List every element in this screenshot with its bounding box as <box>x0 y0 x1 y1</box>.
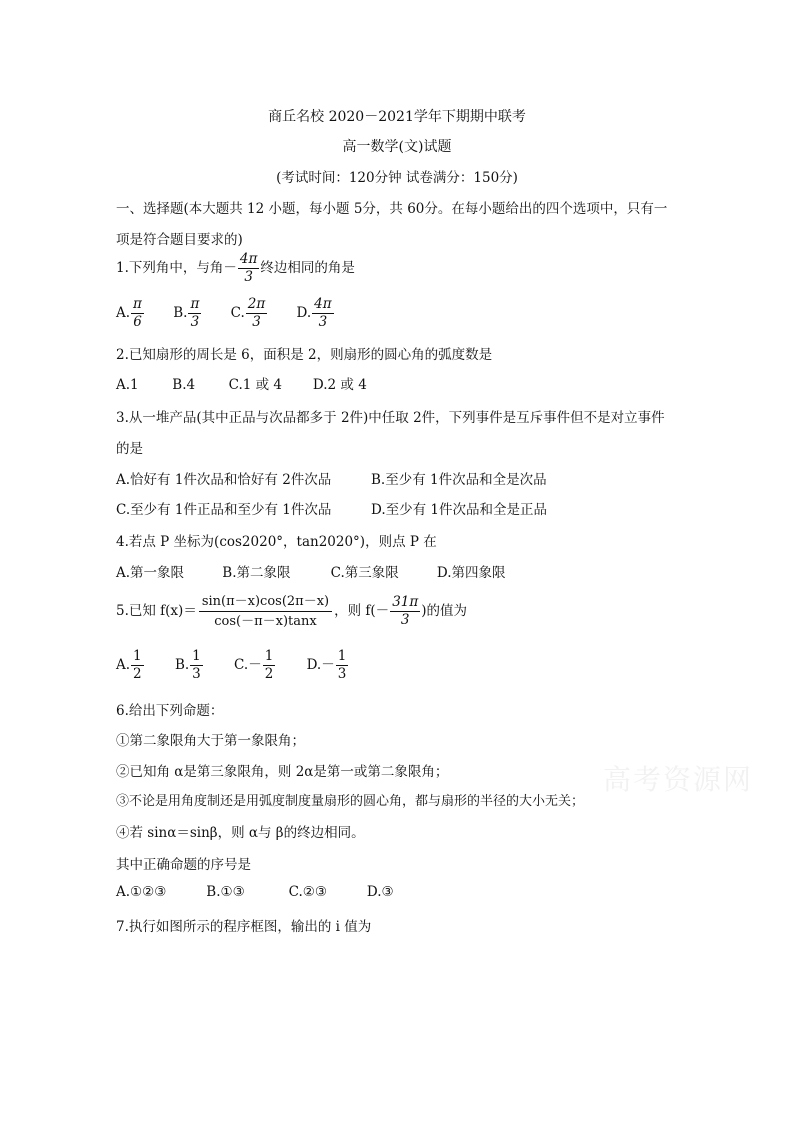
q4-options <box>116 561 506 581</box>
q1-option-b-frac <box>188 296 201 331</box>
q5-option-a-den: 2 <box>133 666 142 682</box>
exam-title: 商丘名校 2020－2021学年下期期中联考 <box>268 109 526 125</box>
q2-options <box>116 373 367 393</box>
q5-option-b-frac <box>190 648 203 683</box>
q6-question: 其中正确命题的序号是 <box>116 857 251 873</box>
q5-option-b-label: B. <box>174 657 190 673</box>
q5-option-d <box>307 648 350 683</box>
q6-option-b: B.①③ <box>206 884 245 900</box>
q1-option-a-den: 6 <box>133 314 142 330</box>
q1-fraction <box>238 251 259 286</box>
q1-suffix: 终边相同的角是 <box>260 260 355 276</box>
q5-frac-num: sin(π－x)cos(2π－x) <box>199 592 332 612</box>
q1-option-c-frac <box>246 296 267 331</box>
q2-option-a: A.1 <box>116 377 139 393</box>
q1-option-d-label: D. <box>296 305 312 321</box>
q5-option-d-label: D. <box>306 657 322 673</box>
q4-option-a: A.第一象限 <box>116 565 185 581</box>
q6-item-4: ④若 sinα＝sinβ，则 α与 β的终边相同。 <box>116 825 365 841</box>
q1-option-d-num: 4π <box>314 296 332 312</box>
question-2: 2.已知扇形的周长是 6，面积是 2，则扇形的圆心角的弧度数是 <box>116 347 493 363</box>
q1-option-c-num: 2π <box>247 296 266 312</box>
question-6: 6.给出下列命题： <box>116 703 224 719</box>
q5-option-b-den: 3 <box>192 666 201 682</box>
q3-option-a: A.恰好有 1件次品和恰好有 2件次品 <box>116 472 332 488</box>
section-intro-line2: 项是符合题目要求的) <box>116 232 243 248</box>
q1-prefix: 1.下列角中，与角－ <box>116 260 237 276</box>
q5-option-c-label: C. <box>234 657 249 673</box>
q1-option-d-frac <box>312 296 333 331</box>
question-7: 7.执行如图所示的程序框图，输出的 i 值为 <box>116 919 372 935</box>
q1-option-c-label: C. <box>230 305 245 321</box>
q4-option-c: C.第三象限 <box>330 565 399 581</box>
q4-option-d: D.第四象限 <box>436 565 506 581</box>
q6-item-3: ③不论是用角度制还是用弧度制度量扇形的圆心角，都与扇形的半径的大小无关； <box>116 794 585 809</box>
q1-option-c-den: 3 <box>252 314 261 330</box>
q6-option-d: D.③ <box>366 884 394 900</box>
q5-option-a <box>116 648 145 683</box>
q5-arg-den: 3 <box>400 612 410 628</box>
q5-option-c-num: 1 <box>264 648 274 664</box>
q1-option-a-frac <box>131 296 144 331</box>
question-1 <box>116 251 355 286</box>
q1-option-b-den: 3 <box>190 314 200 330</box>
q5-option-c <box>234 648 276 683</box>
section-intro-line1: 一、选择题(本大题共 12 小题，每小题 5分，共 60分。在每小题给出的四个选项中，只有一 <box>116 201 668 217</box>
q5-option-c-sign: － <box>248 657 262 673</box>
q5-option-d-sign: － <box>321 657 335 673</box>
q1-option-d <box>297 296 335 331</box>
q5-options <box>116 648 349 683</box>
q3-option-c: C.至少有 1件正品和至少有 1件次品 <box>116 502 332 518</box>
q1-option-c <box>231 296 269 331</box>
exam-info: (考试时间：120分钟 试卷满分：150分) <box>276 170 518 186</box>
q5-option-c-frac <box>263 648 276 683</box>
q1-option-b-label: B. <box>173 305 188 321</box>
q4-option-b: B.第二象限 <box>222 565 291 581</box>
q5-option-a-frac <box>131 648 144 683</box>
q5-option-a-label: A. <box>116 657 131 673</box>
q1-frac-num: 4π <box>239 251 258 267</box>
q5-middle: ，则 f(－ <box>334 603 390 619</box>
q5-option-d-num: 1 <box>337 648 347 664</box>
q2-option-d: D.2 或 4 <box>312 377 367 393</box>
q1-option-a-label: A. <box>116 305 131 321</box>
q6-option-a: A.①②③ <box>116 884 167 900</box>
q1-option-d-den: 3 <box>318 314 328 330</box>
q1-option-a <box>116 296 145 331</box>
q6-item-2: ②已知角 α是第三象限角，则 2α是第一或第二象限角； <box>116 764 449 780</box>
q5-option-b <box>175 648 204 683</box>
q3-option-b: B.至少有 1件次品和全是次品 <box>371 472 547 488</box>
question-4: 4.若点 P 坐标为(cos2020°，tan2020°)，则点 P 在 <box>116 534 437 550</box>
q5-suffix: )的值为 <box>421 603 468 619</box>
q5-arg-fraction <box>390 594 420 629</box>
q5-arg-num: 31π <box>392 594 419 610</box>
q5-option-d-den: 3 <box>337 666 347 682</box>
q2-option-c: C.1 或 4 <box>228 377 282 393</box>
q1-frac-den: 3 <box>244 269 253 285</box>
watermark: 高考资源网 <box>603 763 754 796</box>
q5-fraction <box>199 592 332 631</box>
q6-item-1: ①第二象限角大于第一象限角； <box>116 733 305 749</box>
question-3-line2: 的是 <box>116 441 143 457</box>
q1-options <box>116 296 335 331</box>
q5-option-c-den: 2 <box>264 666 274 682</box>
q1-option-a-num: π <box>133 296 142 312</box>
q6-option-c: C.②③ <box>288 884 327 900</box>
q5-option-b-num: 1 <box>192 648 201 664</box>
q5-option-d-frac <box>336 648 349 683</box>
q1-option-b-num: π <box>190 296 200 312</box>
q2-option-b: B.4 <box>172 377 196 393</box>
q3-option-d: D.至少有 1件次品和全是正品 <box>371 502 548 518</box>
q5-prefix: 5.已知 f(x)＝ <box>116 603 197 619</box>
q6-options <box>116 884 394 900</box>
question-5 <box>116 592 467 631</box>
q5-frac-den: cos(－π－x)tanx <box>214 614 317 629</box>
q5-option-a-num: 1 <box>133 648 142 664</box>
q1-option-b <box>173 296 202 331</box>
exam-subtitle: 高一数学(文)试题 <box>342 139 452 155</box>
question-3-line1: 3.从一堆产品(其中正品与次品都多于 2件)中任取 2件，下列事件是互斥事件但不是对立事件 <box>116 410 665 426</box>
